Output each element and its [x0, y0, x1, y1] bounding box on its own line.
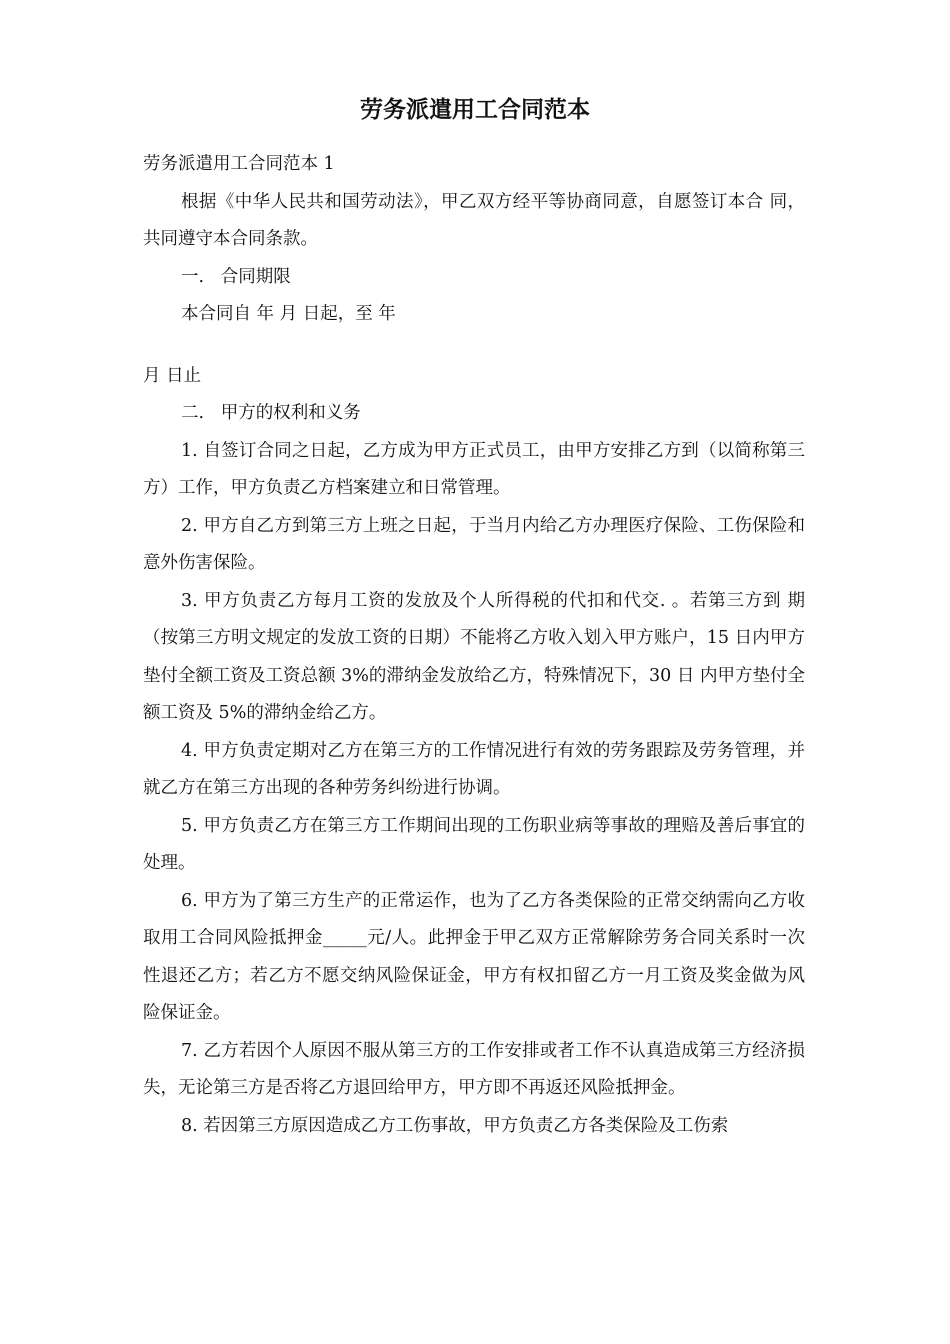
intro-paragraph: 根据《中华人民共和国劳动法》，甲乙双方经平等协商同意，自愿签订本合 同，共同遵守本合同条款。	[143, 191, 805, 249]
term-line-end: 月 日止	[143, 365, 202, 386]
clause-item: 7. 乙方若因个人原因不服从第三方的工作安排或者工作不认真造成第三方经济损失，无论第三方是否将乙方退回给甲方，甲方即不再返还风险抵押金。	[143, 1040, 805, 1098]
document-subtitle: 劳务派遣用工合同范本 1	[143, 154, 335, 174]
section-heading-term: 一. 合同期限	[181, 266, 291, 287]
section-heading-party-a: 二. 甲方的权利和义务	[181, 403, 361, 423]
clause-item: 6. 甲方为了第三方生产的正常运作，也为了乙方各类保险的正常交纳需向乙方收取用工合同风险抵押金_____元/人。此押金于甲乙双方正常解除劳务合同关系时一次性退还乙方；若乙方不愿交纳风险保证金，甲方有权扣留乙方一月工资及奖金做为风险保证金。	[143, 890, 805, 1023]
document-body	[143, 146, 805, 1145]
clause-item: 4. 甲方负责定期对乙方在第三方的工作情况进行有效的劳务跟踪及劳务管理，并就乙方在第三方出现的各种劳务纠纷进行协调。	[143, 740, 805, 798]
clause-item: 3. 甲方负责乙方每月工资的发放及个人所得税的代扣和代交. 。若第三方到 期（按第三方明文规定的发放工资的日期）不能将乙方收入划入甲方账户，15 日内甲方垫付全额工资及工资总额 3%的滞纳金发放给乙方，特殊情况下，30 日 内甲方垫付全额工资及 5%的滞纳金给乙方。	[143, 590, 805, 723]
clause-item: 8. 若因第三方原因造成乙方工伤事故，甲方负责乙方各类保险及工伤索	[181, 1115, 729, 1136]
document-title: 劳务派遣用工合同范本	[360, 97, 590, 123]
term-line-start: 本合同自 年 月 日起，至 年	[181, 304, 396, 324]
clause-item: 1. 自签订合同之日起，乙方成为甲方正式员工，由甲方安排乙方到（以简称第三方）工作，甲方负责乙方档案建立和日常管理。	[143, 440, 805, 498]
clause-item: 2. 甲方自乙方到第三方上班之日起，于当月内给乙方办理医疗保险、工伤保险和意外伤害保险。	[143, 515, 805, 573]
clause-item: 5. 甲方负责乙方在第三方工作期间出现的工伤职业病等事故的理赔及善后事宜的处理。	[143, 815, 805, 873]
blank-gap	[143, 334, 805, 358]
